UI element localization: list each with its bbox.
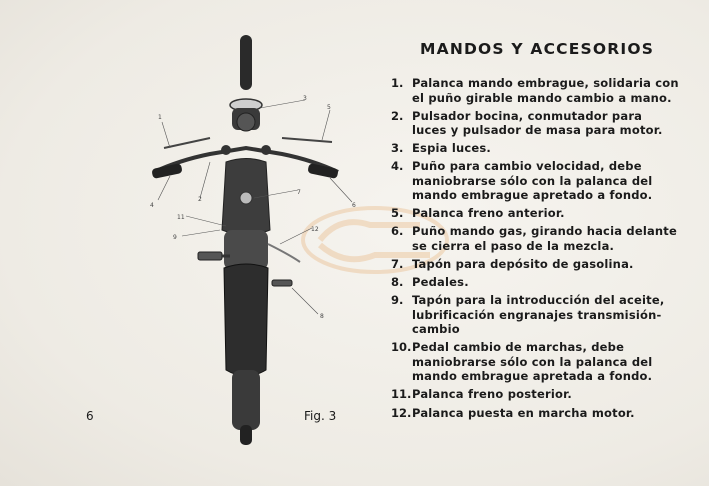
item-text: Tapón para depósito de gasolina. [412, 257, 634, 272]
item-text: Tapón para la introducción del aceite, lubrificación engranajes transmisión-cambio [412, 293, 665, 337]
callout-6: 6 [352, 202, 356, 209]
list-item [380, 257, 680, 272]
callout-5: 5 [327, 104, 331, 111]
item-text: Pedales. [412, 275, 469, 290]
callout-2: 2 [198, 196, 202, 203]
item-number: 3. [391, 141, 404, 156]
clutch-lever [164, 138, 210, 148]
callout-11: 11 [177, 214, 185, 221]
list-item [380, 224, 680, 253]
brake-lever [282, 138, 332, 142]
callout-12: 12 [311, 226, 319, 233]
list-item [380, 275, 680, 290]
item-text: Palanca freno posterior. [412, 387, 572, 402]
front-tyre [240, 35, 252, 90]
speedometer [237, 113, 255, 131]
item-number: 4. [391, 159, 404, 174]
item-number: 5. [391, 206, 404, 221]
item-number: 12. [391, 405, 412, 420]
list-item [380, 76, 680, 105]
list-item [380, 159, 680, 203]
list-item [380, 406, 680, 421]
item-number: 1. [391, 76, 404, 90]
page-title: MANDOS Y ACCESORIOS [420, 40, 655, 58]
controls-list [380, 76, 680, 424]
right-pedal [272, 280, 292, 286]
item-text: Puño para cambio velocidad, debe maniobrarse sólo con la palanca del mando embrague apretado a fondo. [412, 159, 653, 203]
item-text: Palanca mando embrague, solidaria con el puño girable mando cambio a mano. [412, 76, 679, 105]
item-text: Palanca freno anterior. [412, 206, 565, 221]
list-item [380, 387, 680, 402]
rear-brake-lever [268, 244, 300, 262]
item-number: 10. [391, 340, 412, 355]
list-item [380, 340, 680, 384]
left-pedal [198, 252, 222, 260]
list-item [380, 109, 680, 138]
figure-caption: Fig. 3 [304, 409, 337, 423]
item-number: 9. [391, 293, 404, 308]
item-number: 11. [391, 387, 412, 402]
callout-4: 4 [150, 202, 154, 209]
item-text: Palanca puesta en marcha motor. [412, 405, 635, 420]
item-text: Pedal cambio de marchas, debe maniobrarse sólo con la palanca del mando embrague apretada a fondo. [412, 340, 653, 384]
item-number: 6. [391, 224, 404, 239]
callout-8: 8 [320, 313, 324, 320]
page-number: 6 [86, 409, 94, 423]
callout-7: 7 [297, 189, 301, 196]
item-number: 7. [391, 257, 404, 272]
item-text: Espia luces. [412, 141, 491, 156]
seat [224, 264, 268, 376]
list-item [380, 141, 680, 156]
callout-9: 9 [173, 234, 177, 241]
rear-tyre [240, 425, 252, 445]
callout-3: 3 [303, 95, 307, 102]
item-number: 2. [391, 108, 404, 123]
tank-cap [240, 192, 252, 204]
list-item [380, 293, 680, 337]
item-text: Pulsador bocina, conmutador para luces y pulsador de masa para motor. [412, 108, 663, 138]
item-number: 8. [391, 275, 404, 290]
item-text: Puño mando gas, girando hacia delante se cierra el paso de la mezcla. [412, 224, 677, 253]
callout-1: 1 [158, 114, 162, 121]
list-item [380, 206, 680, 221]
